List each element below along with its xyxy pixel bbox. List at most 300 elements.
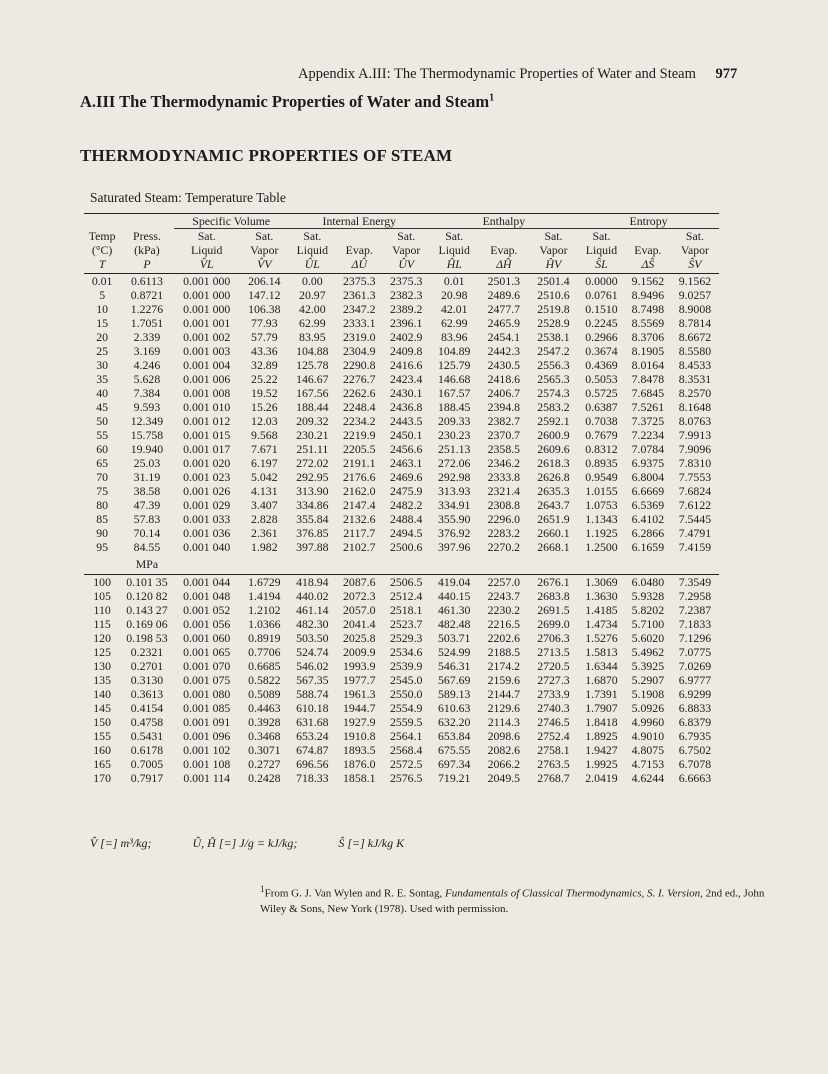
table-cell: 0.001 008 xyxy=(183,386,231,400)
table-cell: 419.04 xyxy=(438,575,471,589)
table-cell: 6.7935 xyxy=(678,729,712,743)
table-cell: 0.001 065 xyxy=(183,645,231,659)
table-cell: 2333.1 xyxy=(343,316,376,330)
table-cell: 631.68 xyxy=(296,715,329,729)
header-evap: Evap. xyxy=(490,243,518,257)
header-sat: Sat. xyxy=(445,229,464,243)
table-cell: 7.3549 xyxy=(678,575,712,589)
table-cell: 5.3925 xyxy=(631,659,665,673)
table-cell: 7.4159 xyxy=(678,540,712,554)
table-cell: 8.0164 xyxy=(631,358,665,372)
table-cell: 2.828 xyxy=(251,512,278,526)
table-cell: 7.5445 xyxy=(678,512,712,526)
table-cell: 2270.2 xyxy=(487,540,521,554)
table-cell: 1.7051 xyxy=(130,316,164,330)
table-cell: 8.3531 xyxy=(678,372,712,386)
table-cell: 334.91 xyxy=(438,498,471,512)
table-cell: 2102.7 xyxy=(343,540,376,554)
table-cell: 567.69 xyxy=(438,673,471,687)
table-cell: 0.7917 xyxy=(130,771,164,785)
table-cell: 2375.3 xyxy=(343,274,376,288)
section-footnote-mark: 1 xyxy=(489,92,495,104)
table-cell: 105 xyxy=(93,589,111,603)
table-cell: 0.01 xyxy=(91,274,113,288)
table-row xyxy=(84,386,719,400)
table-cell: 0.001 040 xyxy=(183,540,231,554)
table-cell: 8.7498 xyxy=(631,302,665,316)
table-cell: 2768.7 xyxy=(537,771,570,785)
table-cell: 2396.1 xyxy=(389,316,423,330)
table-cell: 589.13 xyxy=(438,687,471,701)
table-cell: 7.2387 xyxy=(678,603,712,617)
table-cell: 2402.9 xyxy=(389,330,423,344)
table-cell: 0.001 096 xyxy=(183,729,231,743)
table-cell: 2733.9 xyxy=(537,687,570,701)
table-cell: 2418.6 xyxy=(487,372,521,386)
table-cell: 1.6344 xyxy=(585,659,618,673)
table-cell: 2174.2 xyxy=(487,659,521,673)
table-cell: 2489.6 xyxy=(487,288,521,302)
table-cell: 2488.4 xyxy=(389,512,423,526)
table-cell: 6.9375 xyxy=(631,456,665,470)
table-cell: 0.8935 xyxy=(585,456,618,470)
table-cell: 1.1925 xyxy=(585,526,618,540)
table-cell: 4.131 xyxy=(251,484,278,498)
table-cell: 0.198 53 xyxy=(126,631,168,645)
footnote-mark: 1 xyxy=(260,884,265,894)
units-energy: Û, Ĥ [=] J/g = kJ/kg; xyxy=(192,836,298,850)
table-cell: 0.7706 xyxy=(248,645,281,659)
table-cell: 8.7814 xyxy=(678,316,712,330)
table-cell: 2443.5 xyxy=(389,414,423,428)
table-row xyxy=(84,344,719,358)
table-cell: 355.90 xyxy=(438,512,471,526)
table-cell: 2319.0 xyxy=(343,330,376,344)
table-cell: 0.2966 xyxy=(585,330,618,344)
table-row xyxy=(84,414,719,428)
table-cell: 674.87 xyxy=(296,743,329,757)
table-cell: 0.001 033 xyxy=(183,512,231,526)
header-sat: Sat. xyxy=(685,229,704,243)
footnote xyxy=(260,882,790,917)
table-cell: 524.99 xyxy=(438,645,471,659)
table-row xyxy=(84,743,719,757)
table-cell: 2501.4 xyxy=(537,274,570,288)
table-cell: 0.8919 xyxy=(248,631,281,645)
section-title-text: A.III The Thermodynamic Properties of Water and Steam xyxy=(80,92,490,111)
table-cell: 8.4533 xyxy=(678,358,712,372)
table-cell: 15.26 xyxy=(251,400,278,414)
table-cell: 0.001 091 xyxy=(183,715,231,729)
table-cell: 85 xyxy=(96,512,109,526)
table-cell: 9.568 xyxy=(251,428,278,442)
table-cell: 1.7907 xyxy=(585,701,618,715)
table-cell: 2494.5 xyxy=(389,526,423,540)
table-cell: 272.02 xyxy=(296,456,329,470)
table-cell: 2304.9 xyxy=(343,344,376,358)
table-cell: 40 xyxy=(96,386,109,400)
table-cell: 610.63 xyxy=(438,701,471,715)
table-cell: 0.5089 xyxy=(248,687,281,701)
table-cell: 0.001 056 xyxy=(183,617,231,631)
table-cell: 62.99 xyxy=(440,316,468,330)
table-cell: 313.90 xyxy=(296,484,329,498)
table-cell: 2465.9 xyxy=(487,316,521,330)
table-cell: 155 xyxy=(93,729,111,743)
table-cell: 0.2701 xyxy=(130,659,164,673)
header-temp-unit: (°C) xyxy=(91,243,113,257)
table-cell: 20.98 xyxy=(440,288,468,302)
table-cell: 6.5369 xyxy=(631,498,665,512)
table-cell: 35 xyxy=(96,372,109,386)
table-cell: 6.7502 xyxy=(678,743,712,757)
table-cell: 397.88 xyxy=(296,540,329,554)
table-cell: 7.0784 xyxy=(631,442,665,456)
table-cell: 2475.9 xyxy=(389,484,423,498)
table-cell: 2057.0 xyxy=(343,603,376,617)
table-cell: 6.0480 xyxy=(631,575,665,589)
table-cell: 2.0419 xyxy=(585,771,618,785)
table-cell: 0.001 029 xyxy=(183,498,231,512)
table-cell: 0.9549 xyxy=(585,470,618,484)
table-cell: 2609.6 xyxy=(537,442,570,456)
header-sat: Sat. xyxy=(544,229,563,243)
table-cell: 2746.5 xyxy=(537,715,570,729)
table-cell: 0.001 026 xyxy=(183,484,231,498)
table-cell: 1.4185 xyxy=(585,603,618,617)
table-cell: 1.0753 xyxy=(585,498,618,512)
table-cell: 8.6672 xyxy=(678,330,712,344)
table-cell: 2162.0 xyxy=(343,484,376,498)
symbol-vv: V̂V xyxy=(257,257,272,271)
table-cell: 2262.6 xyxy=(343,386,376,400)
table-cell: 2072.3 xyxy=(343,589,376,603)
table-cell: 120 xyxy=(93,631,111,645)
table-cell: 7.8310 xyxy=(678,456,712,470)
header-sat: Sat. xyxy=(197,229,216,243)
table-cell: 482.48 xyxy=(438,617,471,631)
table-cell: 7.9913 xyxy=(678,428,712,442)
table-cell: 0.001 002 xyxy=(183,330,231,344)
table-cell: 60 xyxy=(96,442,109,456)
table-cell: 9.1562 xyxy=(631,274,665,288)
table-cell: 6.8833 xyxy=(678,701,712,715)
table-cell: 2188.5 xyxy=(487,645,521,659)
table-cell: 0.120 82 xyxy=(126,589,168,603)
table-cell: 1.3069 xyxy=(585,575,618,589)
table-cell: 1.8925 xyxy=(585,729,618,743)
table-cell: 38.58 xyxy=(133,484,161,498)
table-cell: 418.94 xyxy=(296,575,329,589)
header-liquid: Liquid xyxy=(438,243,470,257)
table-cell: 2144.7 xyxy=(487,687,521,701)
table-cell: 2442.3 xyxy=(487,344,521,358)
table-cell: 0.001 004 xyxy=(183,358,231,372)
table-cell: 5.1908 xyxy=(631,687,665,701)
table-cell: 2565.3 xyxy=(537,372,570,386)
table-cell: 45 xyxy=(96,400,109,414)
table-cell: 2651.9 xyxy=(537,512,570,526)
symbol-hv: ĤV xyxy=(545,257,562,271)
table-cell: 146.67 xyxy=(296,372,329,386)
footnote-source: Fundamentals of Classical Thermodynamics, S. I. Version, xyxy=(445,887,703,900)
table-cell: 106.38 xyxy=(248,302,281,316)
table-cell: 2159.6 xyxy=(487,673,521,687)
table-cell: 8.9496 xyxy=(631,288,665,302)
table-cell: 2346.2 xyxy=(487,456,521,470)
header-enthalpy: Enthalpy xyxy=(430,214,578,229)
table-row xyxy=(84,498,719,512)
table-cell: 2321.4 xyxy=(487,484,521,498)
table-cell: 2041.4 xyxy=(343,617,376,631)
table-cell: 2643.7 xyxy=(537,498,570,512)
table-cell: 2469.6 xyxy=(389,470,423,484)
table-cell: 230.23 xyxy=(438,428,471,442)
table-cell: 77.93 xyxy=(251,316,278,330)
table-row xyxy=(84,330,719,344)
header-vapor: Vapor xyxy=(539,243,568,257)
table-cell: 0.3613 xyxy=(130,687,164,701)
table-cell: 140 xyxy=(93,687,111,701)
table-cell: 1.9427 xyxy=(585,743,618,757)
table-cell: 1944.7 xyxy=(343,701,376,715)
symbol-vl: V̂L xyxy=(199,257,214,271)
table-cell: 12.03 xyxy=(251,414,278,428)
table-cell: 1.4734 xyxy=(585,617,618,631)
table-cell: 0.5725 xyxy=(585,386,618,400)
table-cell: 2626.8 xyxy=(537,470,570,484)
table-cell: 0.001 108 xyxy=(183,757,231,771)
footnote-prefix: From G. J. Van Wylen and R. E. Sontag, xyxy=(264,887,443,900)
table-cell: 125 xyxy=(93,645,111,659)
table-cell: 272.06 xyxy=(438,456,471,470)
table-cell: 0.3071 xyxy=(248,743,281,757)
table-cell: 19.52 xyxy=(251,386,278,400)
table-cell: 0.3468 xyxy=(248,729,281,743)
page-number: 977 xyxy=(715,66,738,82)
table-cell: 0.001 052 xyxy=(183,603,231,617)
table-cell: 188.44 xyxy=(296,400,329,414)
table-cell: 1.5813 xyxy=(585,645,618,659)
table-cell: 5.0926 xyxy=(631,701,665,715)
table-cell: 0.001 010 xyxy=(183,400,231,414)
table-cell: 57.83 xyxy=(133,512,161,526)
table-cell: 2.339 xyxy=(133,330,161,344)
table-cell: 9.593 xyxy=(133,400,161,414)
table-cell: 7.7553 xyxy=(678,470,712,484)
table-cell: 25.22 xyxy=(251,372,278,386)
table-cell: 31.19 xyxy=(133,470,161,484)
table-cell: 2290.8 xyxy=(343,358,376,372)
table-cell: 567.35 xyxy=(296,673,329,687)
running-head-text: Appendix A.III: The Thermodynamic Properties of Water and Steam xyxy=(298,66,696,82)
table-cell: 2683.8 xyxy=(537,589,570,603)
symbol-p: P xyxy=(143,257,151,271)
table-cell: 8.1648 xyxy=(678,400,712,414)
table-cell: 125.78 xyxy=(296,358,329,372)
table-cell: 7.384 xyxy=(133,386,161,400)
table-cell: 0.001 114 xyxy=(183,771,231,785)
table-cell: 206.14 xyxy=(248,274,281,288)
table-row xyxy=(84,659,719,673)
table-cell: 0.2245 xyxy=(585,316,618,330)
table-cell: 1.982 xyxy=(251,540,278,554)
table-cell: 2257.0 xyxy=(487,575,521,589)
table-cell: 8.3706 xyxy=(631,330,665,344)
table-row xyxy=(84,701,719,715)
table-cell: 2564.1 xyxy=(389,729,423,743)
table-cell: 0.5431 xyxy=(130,729,164,743)
table-cell: 8.9008 xyxy=(678,302,712,316)
table-cell: 2423.4 xyxy=(389,372,423,386)
table-cell: 2574.3 xyxy=(537,386,570,400)
table-cell: 2066.2 xyxy=(487,757,521,771)
table-cell: 334.86 xyxy=(296,498,329,512)
table-cell: 130 xyxy=(93,659,111,673)
table-cell: 7.6845 xyxy=(631,386,665,400)
table-cell: 397.96 xyxy=(438,540,471,554)
header-evap: Evap. xyxy=(634,243,662,257)
table-cell: 0.001 020 xyxy=(183,456,231,470)
header-sat: Sat. xyxy=(255,229,274,243)
header-sat: Sat. xyxy=(397,229,416,243)
table-cell: 0.001 012 xyxy=(183,414,231,428)
table-cell: 0.143 27 xyxy=(126,603,168,617)
table-cell: 2147.4 xyxy=(343,498,376,512)
table-cell: 104.89 xyxy=(438,344,471,358)
table-cell: 30 xyxy=(96,358,109,372)
table-cell: 6.6663 xyxy=(678,771,712,785)
table-cell: 2668.1 xyxy=(537,540,570,554)
table-cell: 2132.6 xyxy=(343,512,376,526)
table-cell: 9.0257 xyxy=(678,288,712,302)
table-cell: 376.92 xyxy=(438,526,471,540)
table-cell: 2529.3 xyxy=(389,631,423,645)
section-title xyxy=(80,92,494,112)
table-cell: 2370.7 xyxy=(487,428,521,442)
table-cell: 2554.9 xyxy=(389,701,423,715)
table-cell: 7.2958 xyxy=(678,589,712,603)
table-cell: 2082.6 xyxy=(487,743,521,757)
table-cell: 2117.7 xyxy=(343,526,376,540)
table-cell: 2676.1 xyxy=(537,575,570,589)
table-cell: 12.349 xyxy=(130,414,164,428)
table-cell: 0.01 xyxy=(443,274,465,288)
table-cell: 1858.1 xyxy=(343,771,376,785)
units-volume: V̂ [=] m³/kg; xyxy=(90,836,152,850)
table-cell: 2382.3 xyxy=(389,288,423,302)
table-cell: 84.55 xyxy=(133,540,161,554)
table-cell: 8.5580 xyxy=(678,344,712,358)
table-cell: 2752.4 xyxy=(537,729,570,743)
table-cell: 2534.6 xyxy=(389,645,423,659)
table-cell: 2394.8 xyxy=(487,400,521,414)
table-cell: 167.56 xyxy=(296,386,329,400)
table-cell: 95 xyxy=(96,540,109,554)
table-cell: 2547.2 xyxy=(537,344,570,358)
units-entropy: Ŝ [=] kJ/kg K xyxy=(338,836,405,850)
header-evap: Evap. xyxy=(345,243,373,257)
table-cell: 4.9960 xyxy=(631,715,665,729)
table-cell: 165 xyxy=(93,757,111,771)
table-cell: 2248.4 xyxy=(343,400,376,414)
table-cell: 2500.6 xyxy=(389,540,423,554)
table-row xyxy=(84,715,719,729)
steam-table xyxy=(84,213,719,785)
header-sat: Sat. xyxy=(303,229,322,243)
table-cell: 2539.9 xyxy=(389,659,423,673)
table-row xyxy=(84,673,719,687)
table-cell: 2477.7 xyxy=(487,302,521,316)
table-cell: 0.5053 xyxy=(585,372,618,386)
table-cell: 2758.1 xyxy=(537,743,570,757)
table-cell: 376.85 xyxy=(296,526,329,540)
header-liquid: Liquid xyxy=(585,243,618,257)
table-cell: 0.001 048 xyxy=(183,589,231,603)
table-cell: 2375.3 xyxy=(389,274,423,288)
table-cell: 2129.6 xyxy=(487,701,521,715)
table-cell: 19.940 xyxy=(130,442,164,456)
table-row xyxy=(84,484,719,498)
table-cell: 2098.6 xyxy=(487,729,521,743)
table-cell: 2518.1 xyxy=(389,603,423,617)
saturated-steam-table xyxy=(84,213,719,785)
table-cell: 188.45 xyxy=(438,400,471,414)
table-cell: 2691.5 xyxy=(537,603,570,617)
table-cell: 10 xyxy=(96,302,109,316)
table-cell: 2576.5 xyxy=(389,771,423,785)
table-cell: 146.68 xyxy=(438,372,471,386)
table-cell: 2512.4 xyxy=(389,589,423,603)
table-cell: 80 xyxy=(96,498,109,512)
table-cell: 5 xyxy=(99,288,106,302)
table-cell: 5.7100 xyxy=(631,617,665,631)
table-cell: 209.32 xyxy=(296,414,329,428)
table-cell: 0.001 036 xyxy=(183,526,231,540)
table-cell: 1.5276 xyxy=(585,631,618,645)
table-row xyxy=(84,575,719,590)
table-cell: 6.8379 xyxy=(678,715,712,729)
table-row xyxy=(84,456,719,470)
table-cell: 503.50 xyxy=(296,631,329,645)
table-body-kpa xyxy=(84,274,719,555)
table-cell: 2049.5 xyxy=(487,771,521,785)
table-cell: 47.39 xyxy=(133,498,161,512)
table-cell: 7.2234 xyxy=(631,428,665,442)
table-cell: 1961.3 xyxy=(343,687,376,701)
symbol-dh: ΔĤ xyxy=(496,257,512,271)
table-cell: 2545.0 xyxy=(389,673,423,687)
table-row xyxy=(84,274,719,289)
table-cell: 251.13 xyxy=(438,442,471,456)
table-cell: 6.7078 xyxy=(678,757,712,771)
table-cell: 7.6122 xyxy=(678,498,712,512)
table-cell: 1977.7 xyxy=(343,673,376,687)
table-row xyxy=(84,631,719,645)
symbol-sl: ŜL xyxy=(595,257,608,271)
table-cell: 2510.6 xyxy=(537,288,570,302)
table-cell: 0.001 023 xyxy=(183,470,231,484)
table-cell: 440.15 xyxy=(438,589,471,603)
table-cell: 83.95 xyxy=(299,330,326,344)
table-cell: 2409.8 xyxy=(389,344,423,358)
table-cell: 0.4154 xyxy=(130,701,164,715)
table-cell: 2706.3 xyxy=(537,631,570,645)
table-cell: 4.9010 xyxy=(631,729,665,743)
table-cell: 90 xyxy=(96,526,109,540)
table-cell: 0.7005 xyxy=(130,757,164,771)
table-cell: 355.84 xyxy=(296,512,329,526)
